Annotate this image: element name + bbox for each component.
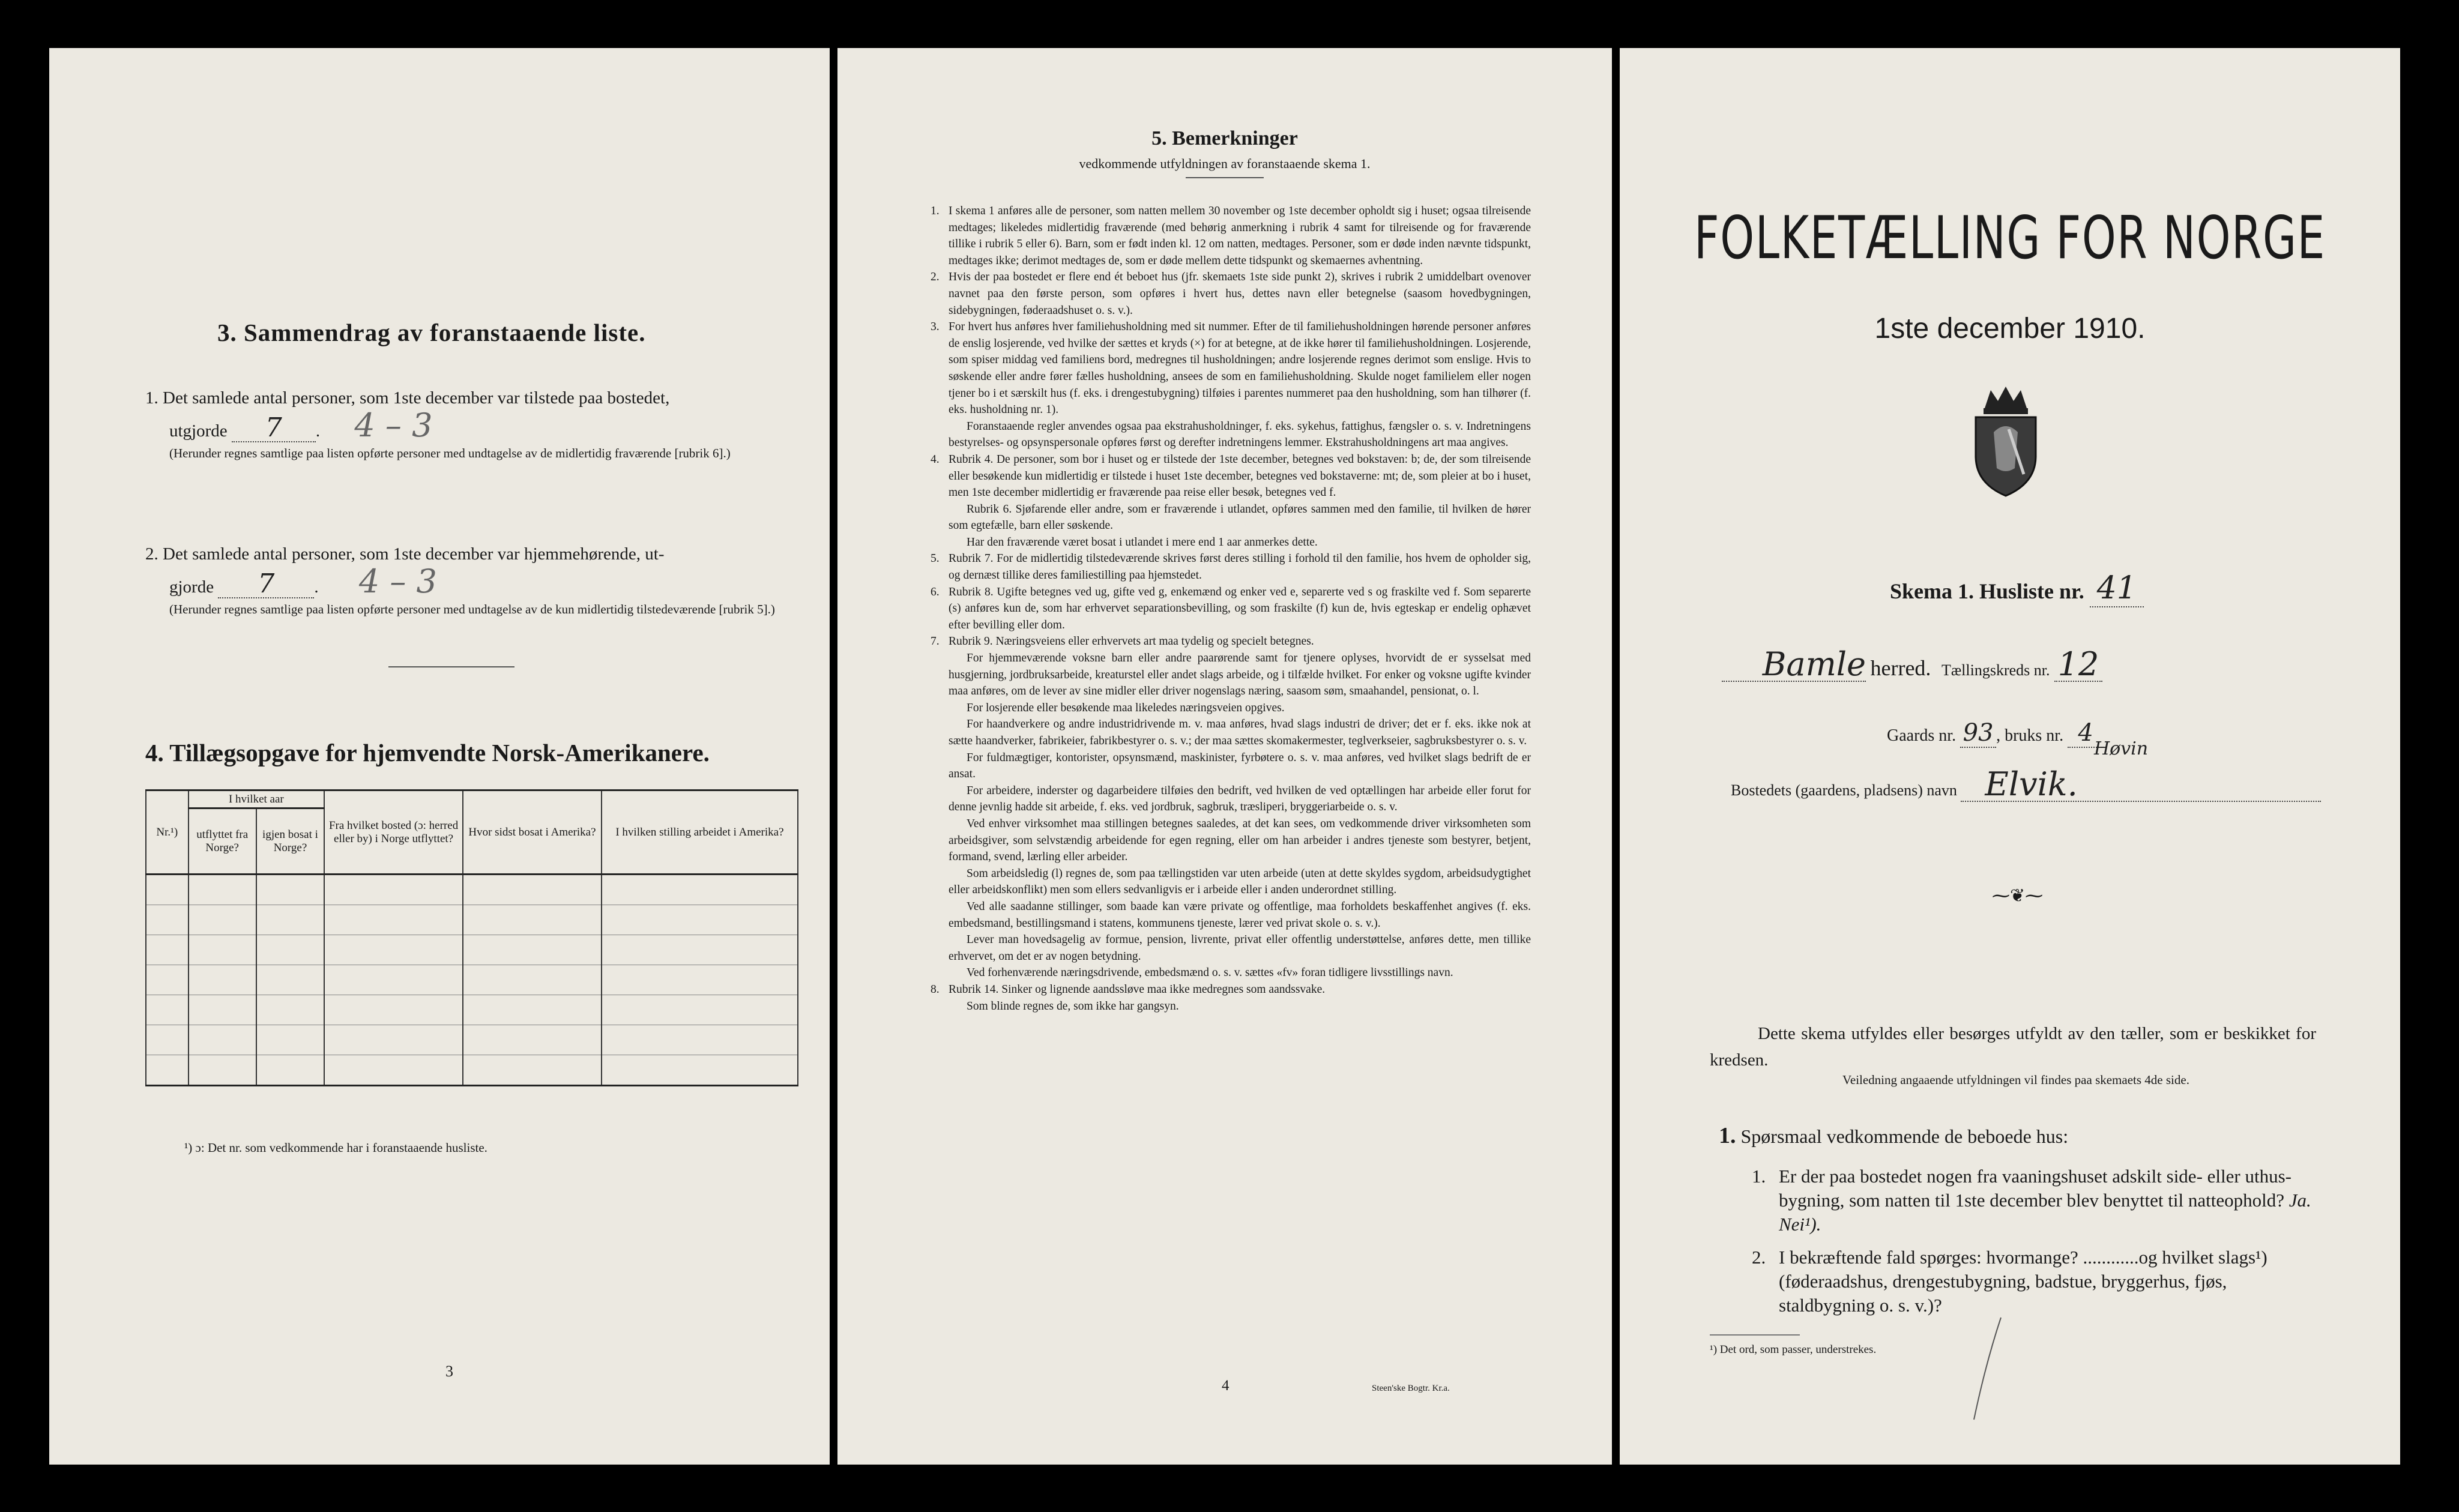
bosted-value: Elvik.: [1985, 765, 2078, 803]
col-igjen-bosat: igjen bosat i Norge?: [256, 809, 324, 875]
remark-item-text: Rubrik 8. Ugifte betegnes ved ug, gifte ved g, enkemænd og enker ved e, separerte ved s og fraskilte ved f. Som separerte (s) anføres kun de, som har erhvervet separationsbevilling, og som fraskilte (f) kun de, hvis egteskap er endelig ophævet efter bevilling eller dom.: [949, 585, 1531, 631]
remark-item-number: 8.: [931, 983, 940, 996]
remark-item: [931, 269, 1531, 319]
remark-item: [931, 501, 1531, 534]
resident-count-annotation: 4 – 3: [358, 562, 437, 600]
remark-item: [931, 650, 1531, 700]
summary-item-1: [145, 384, 794, 462]
summary-item-1-text: 1. Det samlede antal personer, som 1ste december var tilstede paa bostedet,: [145, 388, 670, 408]
remarks-list: [931, 203, 1531, 1014]
remarks-subheading: vedkommende utfyldningen av foranstaaende skema 1.: [1079, 156, 1371, 171]
bruks-label: , bruks nr.: [1996, 726, 2064, 745]
remark-item: [931, 750, 1531, 783]
remark-item-text: Rubrik 9. Næringsveiens eller erhvervets art maa tydelig og specielt betegnes.: [949, 635, 1314, 648]
remark-item-number: [931, 700, 949, 717]
col-year-group: I hvilket aar: [189, 791, 325, 809]
skema-line: [1890, 570, 2144, 607]
ornament-icon: ⁓❦⁓: [1992, 886, 2044, 906]
intro-text: Dette skema utfyldes eller besørges utfyldt av den tæller, som er beskikket for kredsen.: [1710, 1024, 2316, 1070]
remark-item-number: 7.: [931, 635, 940, 648]
remark-item-text: For arbeidere, inderster og dagarbeidere tilføies den bedrift, ved hvilken de ved optællingen har arbeide eller forut for denne jevnlig hadde sit arbeide, f. eks. ved jordbruk, sagbruk, træsliperi, bryggeriarbeide o. s. v.: [949, 784, 1531, 814]
remark-item-text: Rubrik 14. Sinker og lignende aandssløve maa ikke medregnes som aandssvake.: [949, 983, 1326, 996]
remark-item-number: [931, 866, 949, 899]
herred-value: Bamle: [1762, 645, 1866, 683]
resident-count-field: [218, 568, 314, 599]
table-footnote: ¹) ɔ: Det nr. som vedkommende har i foranstaaende husliste.: [184, 1140, 487, 1155]
remark-item-number: [931, 899, 949, 932]
page-middle: [837, 48, 1612, 1465]
remark-item-number: 3.: [931, 321, 940, 334]
remark-item-text: For losjerende eller besøkende maa likeledes næringsveien opgives.: [967, 701, 1285, 714]
resident-count-value: 7: [258, 568, 275, 599]
kreds-label: Tællingskreds nr.: [1941, 661, 2050, 679]
remark-item-number: [931, 965, 949, 981]
present-count-tail: .: [315, 421, 321, 441]
question-2-num: 2.: [1752, 1247, 1766, 1268]
present-count-field: [232, 412, 316, 443]
question-2-text: I bekræftende fald spørges: hvormange? ............og hvilket slags¹) (føderaadshus, drengestubygning, badstue, bryggerhus, fjøs, staldbygning o. s. v.)?: [1779, 1247, 2267, 1316]
questions-heading: [1719, 1122, 2068, 1149]
husliste-nr-field: [2090, 570, 2144, 607]
page-left: [49, 48, 830, 1465]
remark-item: [931, 981, 1531, 998]
remark-item: [931, 550, 1531, 583]
summary-item-2-note: (Herunder regnes samtlige paa listen opførte personer med undtagelse av de kun midlertidig tilstedeværende [rubrik 5].): [169, 602, 775, 616]
remark-item-number: [931, 783, 949, 816]
question-2: [1752, 1245, 2316, 1318]
remark-item: [931, 633, 1531, 650]
col-stilling: I hvilken stilling arbeidet i Amerika?: [602, 791, 798, 875]
remark-item: [931, 584, 1531, 634]
census-date: 1ste december 1910.: [1874, 313, 2146, 345]
remark-item-text: Som blinde regnes de, som ikke har gangsyn.: [967, 999, 1179, 1013]
remark-item-number: 5.: [931, 552, 940, 565]
norway-coat-of-arms-icon: [1967, 384, 2045, 498]
resident-count-tail: .: [314, 577, 319, 597]
summary-item-1-note: (Herunder regnes samtlige paa listen opførte personer med undtagelse av de midlertidig fraværende [rubrik 6].): [169, 446, 731, 460]
gaards-field: [1960, 719, 1996, 748]
remark-item-text: For hvert hus anføres hver familiehusholdning med sit nummer. Efter de til familiehusholdningen hørende personer anføres de enslig losjerende, ved hvilke der sættes et kryds (×) for at betegne, at de ikke hører til familiehusholdningen. Losjerende, som spiser middag ved familiens bord, medregnes til husholdningen; andre losjerende regnes derimot som enslige. Hvis to søskende eller andre fører fælles husholdning, ansees de som en familiehusholdning. Skulde noget familielem eller nogen tjener bo i et særskilt hus (f. eks. i drengestubygning) tilføies i parentes nummeret paa den husholdning, som han tilhører (f. eks. husholdning nr. 1).: [949, 321, 1531, 417]
remark-item-text: Ved enhver virksomhet maa stillingen betegnes saaledes, at det kan sees, om vedkommende driver virksomheten som arbeidsgiver, som selvstændig arbeidende for egen regning, eller om han arbeider i andres tjeneste som bestyrer, betjent, formand, svend, lærling eller arbeider.: [949, 817, 1531, 864]
remarks-divider: [1186, 177, 1264, 178]
remark-item-number: [931, 998, 949, 1015]
gaards-line: [1887, 719, 2104, 748]
table-row: [146, 875, 798, 905]
remark-item: [931, 451, 1531, 501]
remark-item: [931, 534, 1531, 551]
norsk-amerikanere-table: [145, 789, 798, 1086]
col-utflyttet: utflyttet fra Norge?: [189, 809, 256, 875]
col-bosted: Fra hvilket bosted (ɔ: herred eller by) i Norge utflyttet?: [324, 791, 463, 875]
question-1: [1752, 1164, 2316, 1236]
bosted-line: [1731, 765, 2321, 803]
remark-item-text: Som arbeidsledig (l) regnes de, som paa tællingstiden var uten arbeide (uten at dette skyldes sygdom, arbeidsudygtighet eller arbeidskonflikt) men som ellers sedvanligvis er i arbeide eller i anden underordnet stilling.: [949, 867, 1531, 897]
remark-item: [931, 932, 1531, 965]
table-row: [146, 905, 798, 935]
remark-item-text: Ved forhenværende næringsdrivende, embedsmænd o. s. v. sættes «fv» foran tidligere livsstillings navn.: [967, 966, 1453, 980]
footnote-rule: [1710, 1334, 1800, 1336]
remark-item-number: 4.: [931, 453, 940, 466]
remark-item-text: Foranstaaende regler anvendes ogsaa paa ekstrahusholdninger, f. eks. sykehus, fattighus, fængsler o. s. v. Indretningens bestyrelses- og opsynspersonale opføres først og derefter indretningens lemmer. Ekstrahusholdningens art maa angives.: [949, 420, 1531, 450]
remark-item: [931, 716, 1531, 749]
remark-item-number: 6.: [931, 585, 940, 598]
remark-item-text: Har den fraværende været bosat i utlandet i mere end 1 aar anmerkes dette.: [967, 535, 1318, 549]
kreds-field: [2054, 645, 2102, 683]
remark-item: [931, 203, 1531, 269]
summary-item-2: [145, 540, 794, 618]
remark-item: [931, 783, 1531, 816]
remark-item: [931, 965, 1531, 981]
gaards-value: 93: [1963, 719, 1994, 747]
remark-item-number: [931, 501, 949, 534]
question-1-answer: Ja. Nei¹).: [1779, 1190, 2311, 1235]
gaards-label: Gaards nr.: [1887, 726, 1957, 745]
remark-item-number: [931, 716, 949, 749]
table-row: [146, 1055, 798, 1086]
remark-item-number: [931, 816, 949, 866]
remark-item-text: Hvis der paa bostedet er flere end ét beboet hus (jfr. skemaets 1ste side punkt 2), skrives i rubrik 2 umiddelbart ovenover navnet paa den første person, som opføres i hvert hus, dettes navn eller betegnelse (saasom hovedbygningen, sidebygningen, føderaadshuset o. s. v.).: [949, 271, 1531, 317]
remark-item-number: 1.: [931, 205, 940, 217]
remark-item-text: For fuldmægtiger, kontorister, opsynsmænd, maskinister, fyrbøtere o. s. v. maa anføres, ved hvilket slags bedrift de er ansat.: [949, 751, 1531, 781]
table-row: [146, 965, 798, 995]
bruks-value: 4: [2078, 719, 2093, 747]
bosted-field: [1961, 765, 2321, 803]
remark-item: [931, 866, 1531, 899]
norsk-amerikanere-heading: 4. Tillægsopgave for hjemvendte Norsk-Amerikanere.: [145, 739, 710, 767]
questions-heading-num: 1.: [1719, 1123, 1736, 1148]
husliste-nr-value: 41: [2096, 570, 2137, 606]
page-number: 4: [1222, 1378, 1230, 1394]
skema-label: Skema 1. Husliste nr.: [1890, 579, 2084, 603]
summary-heading: 3. Sammendrag av foranstaaende liste.: [217, 319, 646, 346]
table-row: [146, 995, 798, 1025]
present-count-value: 7: [265, 412, 282, 443]
remark-item: [931, 700, 1531, 717]
bosted-annotation: Høvin: [2094, 738, 2149, 759]
remark-item-text: Rubrik 6. Sjøfarende eller andre, som er fraværende i utlandet, opføres sammen med den familie, til hvilken de hører som egtefælle, barn eller søskende.: [949, 502, 1531, 532]
col-sidst-bosat: Hvor sidst bosat i Amerika?: [463, 791, 602, 875]
summary-item-2-text: 2. Det samlede antal personer, som 1ste december var hjemmehørende, ut-: [145, 544, 665, 564]
remark-item-number: [931, 750, 949, 783]
table-row: [146, 935, 798, 965]
herred-field: [1722, 645, 1866, 683]
bosted-label: Bostedets (gaardens, pladsens) navn: [1731, 782, 1957, 799]
remark-item-text: Lever man hovedsagelig av formue, pension, livrente, privat eller offentlig understøttelse, anføres dette, men tillike erhvervet, om det er av nogen betydning.: [949, 933, 1531, 963]
herred-label: herred.: [1870, 656, 1931, 680]
right-footnote: ¹) Det ord, som passer, understrekes.: [1710, 1343, 1877, 1356]
remark-item-text: For haandverkere og andre industridrivende m. v. maa anføres, hvad slags industri de driver; det er f. eks. ikke nok at sætte haandverker, fabrikeier, fabrikbestyrer o. s. v.; der maa sættes skomakermester, teglverkseier, sagbruksbestyrer o. s. v.: [949, 718, 1531, 747]
question-1-num: 1.: [1752, 1166, 1766, 1187]
summary-item-2-lead: gjorde: [169, 577, 214, 597]
remark-item-text: Ved alle saadanne stillinger, som baade kan være private og offentlige, maa forholdets beskaffenhet angives (f. eks. embedsmand, bestillingsmand i statens, kommunens tjeneste, lærer ved privat skole o. s. v.).: [949, 900, 1531, 930]
summary-item-1-lead: utgjorde: [169, 421, 228, 441]
remark-item: [931, 998, 1531, 1015]
present-count-annotation: 4 – 3: [354, 406, 433, 444]
remark-item: [931, 319, 1531, 418]
remark-item-number: [931, 534, 949, 551]
remark-item-text: Rubrik 7. For de midlertidig tilstedeværende skrives først deres stilling i forhold til den familie, hos hvem de opholder sig, og dernæst tillike deres familiestilling paa hjemstedet.: [949, 552, 1531, 582]
remark-item-text: I skema 1 anføres alle de personer, som natten mellem 30 november og 1ste december opholdt sig i huset; ogsaa tilreisende medtages; likeledes midlertidig fraværende (med behørig anmerkning i rubrik 4 samt for tilreisende og for fraværende tillike i rubrik 5 eller 6). Barn, som er født inden kl. 12 om natten, medtages. Personer, som er døde inden nævnte tidspunkt, medtages ikke; derimot medtages de, som er døde mellem dette tidspunkt og skemaernes avhentning.: [949, 205, 1531, 267]
page-right: [1620, 48, 2400, 1465]
printer-mark: Steen'ske Bogtr. Kr.a.: [1372, 1384, 1450, 1393]
table-row: [146, 1025, 798, 1055]
remark-item: [931, 418, 1531, 451]
section-divider: [388, 666, 514, 667]
remark-item-text: For hjemmeværende voksne barn eller andre paarørende samt for tjenere oplyses, hvorvidt de er sysselsat med husgjerning, jordbruksarbeide, kreaturstel eller andet slags arbeide, og i tilfælde hvilket. For enker og voksne ugifte kvinder maa anføres, om de lever av sine midler eller driver nogenslags næring, saasom søm, smaahandel, pensionat, o. l.: [949, 652, 1531, 698]
remark-item: [931, 816, 1531, 866]
remarks-heading: 5. Bemerkninger: [1151, 127, 1298, 149]
remark-item: [931, 899, 1531, 932]
herred-line: [1722, 645, 2382, 683]
col-nr: Nr.¹): [146, 791, 189, 875]
remark-item-number: [931, 418, 949, 451]
remark-item-number: [931, 650, 949, 700]
question-1-body: [1779, 1164, 2316, 1236]
pencil-stroke-icon: [1968, 1315, 2004, 1423]
kreds-value: 12: [2057, 645, 2099, 683]
questions-heading-text: Spørsmaal vedkommende de beboede hus:: [1740, 1125, 2069, 1147]
remark-item-number: [931, 932, 949, 965]
veiledning-text: Veiledning angaaende utfyldningen vil findes paa skemaets 4de side.: [1842, 1073, 2189, 1087]
question-1-text: Er der paa bostedet nogen fra vaaningshuset adskilt side- eller uthus-bygning, som natten til 1ste december blev benyttet til natteophold?: [1779, 1166, 2292, 1211]
remark-item-text: Rubrik 4. De personer, som bor i huset og er tilstede der 1ste december, betegnes ved bokstaven: b; de, der som tilreisende eller besøkende kun midlertidig er tilstede i huset 1ste december, betegnes ved bokstaverne: mt; de, som pleier at bo i huset, men 1ste december midlertidig er fraværende paa reise eller besøk, betegnes ved f.: [949, 453, 1531, 499]
census-title: FOLKETÆLLING FOR NORGE: [1694, 204, 2326, 273]
page-number: 3: [445, 1363, 453, 1380]
remark-item-number: 2.: [931, 271, 940, 284]
